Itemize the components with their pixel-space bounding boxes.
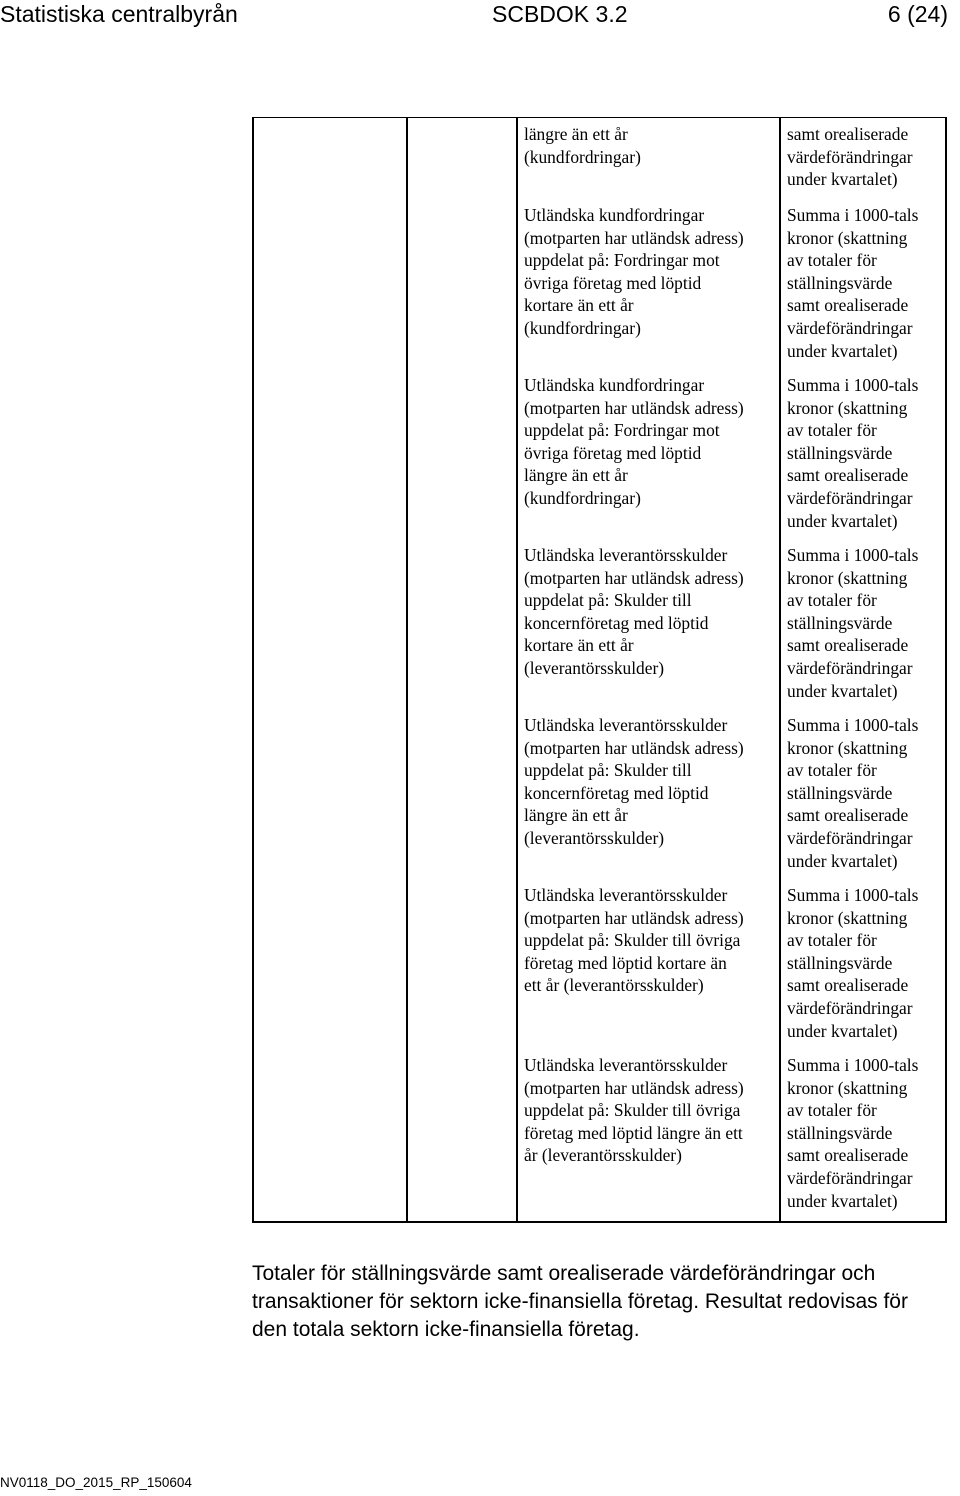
unit-line: Summa i 1000-tals [787, 205, 919, 225]
footer-document-code: NV0118_DO_2015_RP_150604 [0, 1475, 192, 1490]
description-line: uppdelat på: Fordringar mot [524, 420, 720, 441]
unit-line: kronor (skattning [787, 567, 908, 588]
header-document-id: SCBDOK 3.2 [492, 1, 628, 27]
unit-line: värdeförändringar [787, 317, 913, 338]
table-body-row [253, 118, 946, 1223]
variable-description [524, 1054, 744, 1167]
unit-line: under kvartalet) [787, 169, 898, 190]
unit-line: samt orealiserade [787, 975, 909, 996]
description-line: ett år (leverantörsskulder) [524, 975, 704, 996]
description-line: företag med löptid längre än ett [524, 1122, 743, 1143]
description-line: Utländska leverantörsskulder [524, 545, 728, 565]
description-line: (leverantörsskulder) [524, 657, 665, 678]
unit-line: samt orealiserade [787, 124, 909, 144]
variables-table [252, 117, 947, 1223]
unit-line: kronor (skattning [787, 907, 908, 928]
variable-description [524, 544, 744, 680]
description-line: (motparten har utländsk adress) [524, 737, 744, 758]
description-line: företag med löptid kortare än [524, 952, 727, 973]
variable-description [524, 884, 744, 997]
unit-line: ställningsvärde [787, 442, 893, 463]
description-line: koncernföretag med löptid [524, 612, 709, 633]
unit-line: av totaler för [787, 930, 877, 951]
unit-line: värdeförändringar [787, 657, 913, 678]
unit-line: av totaler för [787, 420, 877, 441]
description-line: (leverantörsskulder) [524, 827, 665, 848]
unit-line: under kvartalet) [787, 850, 898, 871]
description-line: Utländska leverantörsskulder [524, 715, 728, 735]
unit-line: av totaler för [787, 760, 877, 781]
description-line: (motparten har utländsk adress) [524, 1077, 744, 1098]
description-line: (kundfordringar) [524, 487, 641, 508]
table-column-1 [253, 118, 407, 1223]
description-line: övriga företag med löptid [524, 442, 702, 463]
description-line: längre än ett år [524, 465, 628, 486]
variable-unit [787, 123, 913, 191]
variable-description [524, 714, 744, 850]
variable-description [524, 123, 641, 168]
unit-column [780, 118, 946, 1223]
unit-line: av totaler för [787, 250, 877, 271]
table-column-2 [407, 118, 517, 1223]
description-line: Utländska leverantörsskulder [524, 885, 728, 905]
unit-line: under kvartalet) [787, 680, 898, 701]
unit-line: av totaler för [787, 590, 877, 611]
unit-line: av totaler för [787, 1100, 877, 1121]
description-line: uppdelat på: Fordringar mot [524, 250, 720, 271]
description-line: (kundfordringar) [524, 317, 641, 338]
note-line: den totala sektorn icke-finansiella företag. [252, 1318, 640, 1341]
description-line: uppdelat på: Skulder till övriga [524, 1100, 741, 1121]
description-line: kortare än ett år [524, 635, 634, 656]
description-line: Utländska kundfordringar [524, 375, 705, 395]
unit-line: ställningsvärde [787, 612, 893, 633]
unit-line: kronor (skattning [787, 397, 908, 418]
description-line: (motparten har utländsk adress) [524, 567, 744, 588]
unit-line: värdeförändringar [787, 1167, 913, 1188]
description-line: (motparten har utländsk adress) [524, 397, 744, 418]
unit-line: under kvartalet) [787, 510, 898, 531]
unit-line: ställningsvärde [787, 782, 893, 803]
variable-unit [787, 544, 918, 702]
unit-line: samt orealiserade [787, 635, 909, 656]
description-line: (motparten har utländsk adress) [524, 907, 744, 928]
description-line: år (leverantörsskulder) [524, 1145, 682, 1166]
description-column [517, 118, 780, 1223]
description-line: Utländska kundfordringar [524, 205, 705, 225]
unit-line: Summa i 1000-tals [787, 885, 919, 905]
note-line: transaktioner för sektorn icke-finansiella företag. Resultat redovisas för [252, 1290, 908, 1313]
unit-line: kronor (skattning [787, 1077, 908, 1098]
unit-line: kronor (skattning [787, 737, 908, 758]
unit-line: Summa i 1000-tals [787, 715, 919, 735]
description-cells [518, 118, 779, 1221]
table-caption-note [252, 1260, 908, 1344]
unit-line: under kvartalet) [787, 1020, 898, 1041]
unit-line: ställningsvärde [787, 1122, 893, 1143]
description-line: uppdelat på: Skulder till övriga [524, 930, 741, 951]
description-line: kortare än ett år [524, 295, 634, 316]
unit-line: Summa i 1000-tals [787, 545, 919, 565]
unit-line: samt orealiserade [787, 805, 909, 826]
unit-line: under kvartalet) [787, 1190, 898, 1211]
variable-description [524, 204, 744, 340]
description-line: längre än ett år [524, 124, 628, 144]
unit-line: samt orealiserade [787, 465, 909, 486]
unit-line: Summa i 1000-tals [787, 1055, 919, 1075]
unit-line: värdeförändringar [787, 997, 913, 1018]
description-line: Utländska leverantörsskulder [524, 1055, 728, 1075]
unit-line: samt orealiserade [787, 295, 909, 316]
unit-line: under kvartalet) [787, 340, 898, 361]
unit-line: ställningsvärde [787, 952, 893, 973]
unit-line: värdeförändringar [787, 487, 913, 508]
note-line: Totaler för ställningsvärde samt orealiserade värdeförändringar och [252, 1262, 876, 1285]
variable-unit [787, 1054, 918, 1212]
description-line: koncernföretag med löptid [524, 782, 709, 803]
header-organization: Statistiska centralbyrån [0, 1, 238, 27]
unit-line: Summa i 1000-tals [787, 375, 919, 395]
description-line: (motparten har utländsk adress) [524, 227, 744, 248]
description-line: längre än ett år [524, 805, 628, 826]
description-line: uppdelat på: Skulder till [524, 760, 692, 781]
variable-unit [787, 374, 918, 532]
variable-unit [787, 884, 918, 1042]
unit-line: kronor (skattning [787, 227, 908, 248]
unit-line: värdeförändringar [787, 827, 913, 848]
description-line: övriga företag med löptid [524, 272, 702, 293]
variable-description [524, 374, 744, 510]
description-line: (kundfordringar) [524, 146, 641, 167]
unit-line: samt orealiserade [787, 1145, 909, 1166]
description-line: uppdelat på: Skulder till [524, 590, 692, 611]
unit-line: ställningsvärde [787, 272, 893, 293]
variable-unit [787, 714, 918, 872]
variable-unit [787, 204, 918, 362]
unit-cells [781, 118, 945, 1221]
unit-line: värdeförändringar [787, 146, 913, 167]
header-page-number: 6 (24) [887, 1, 948, 27]
